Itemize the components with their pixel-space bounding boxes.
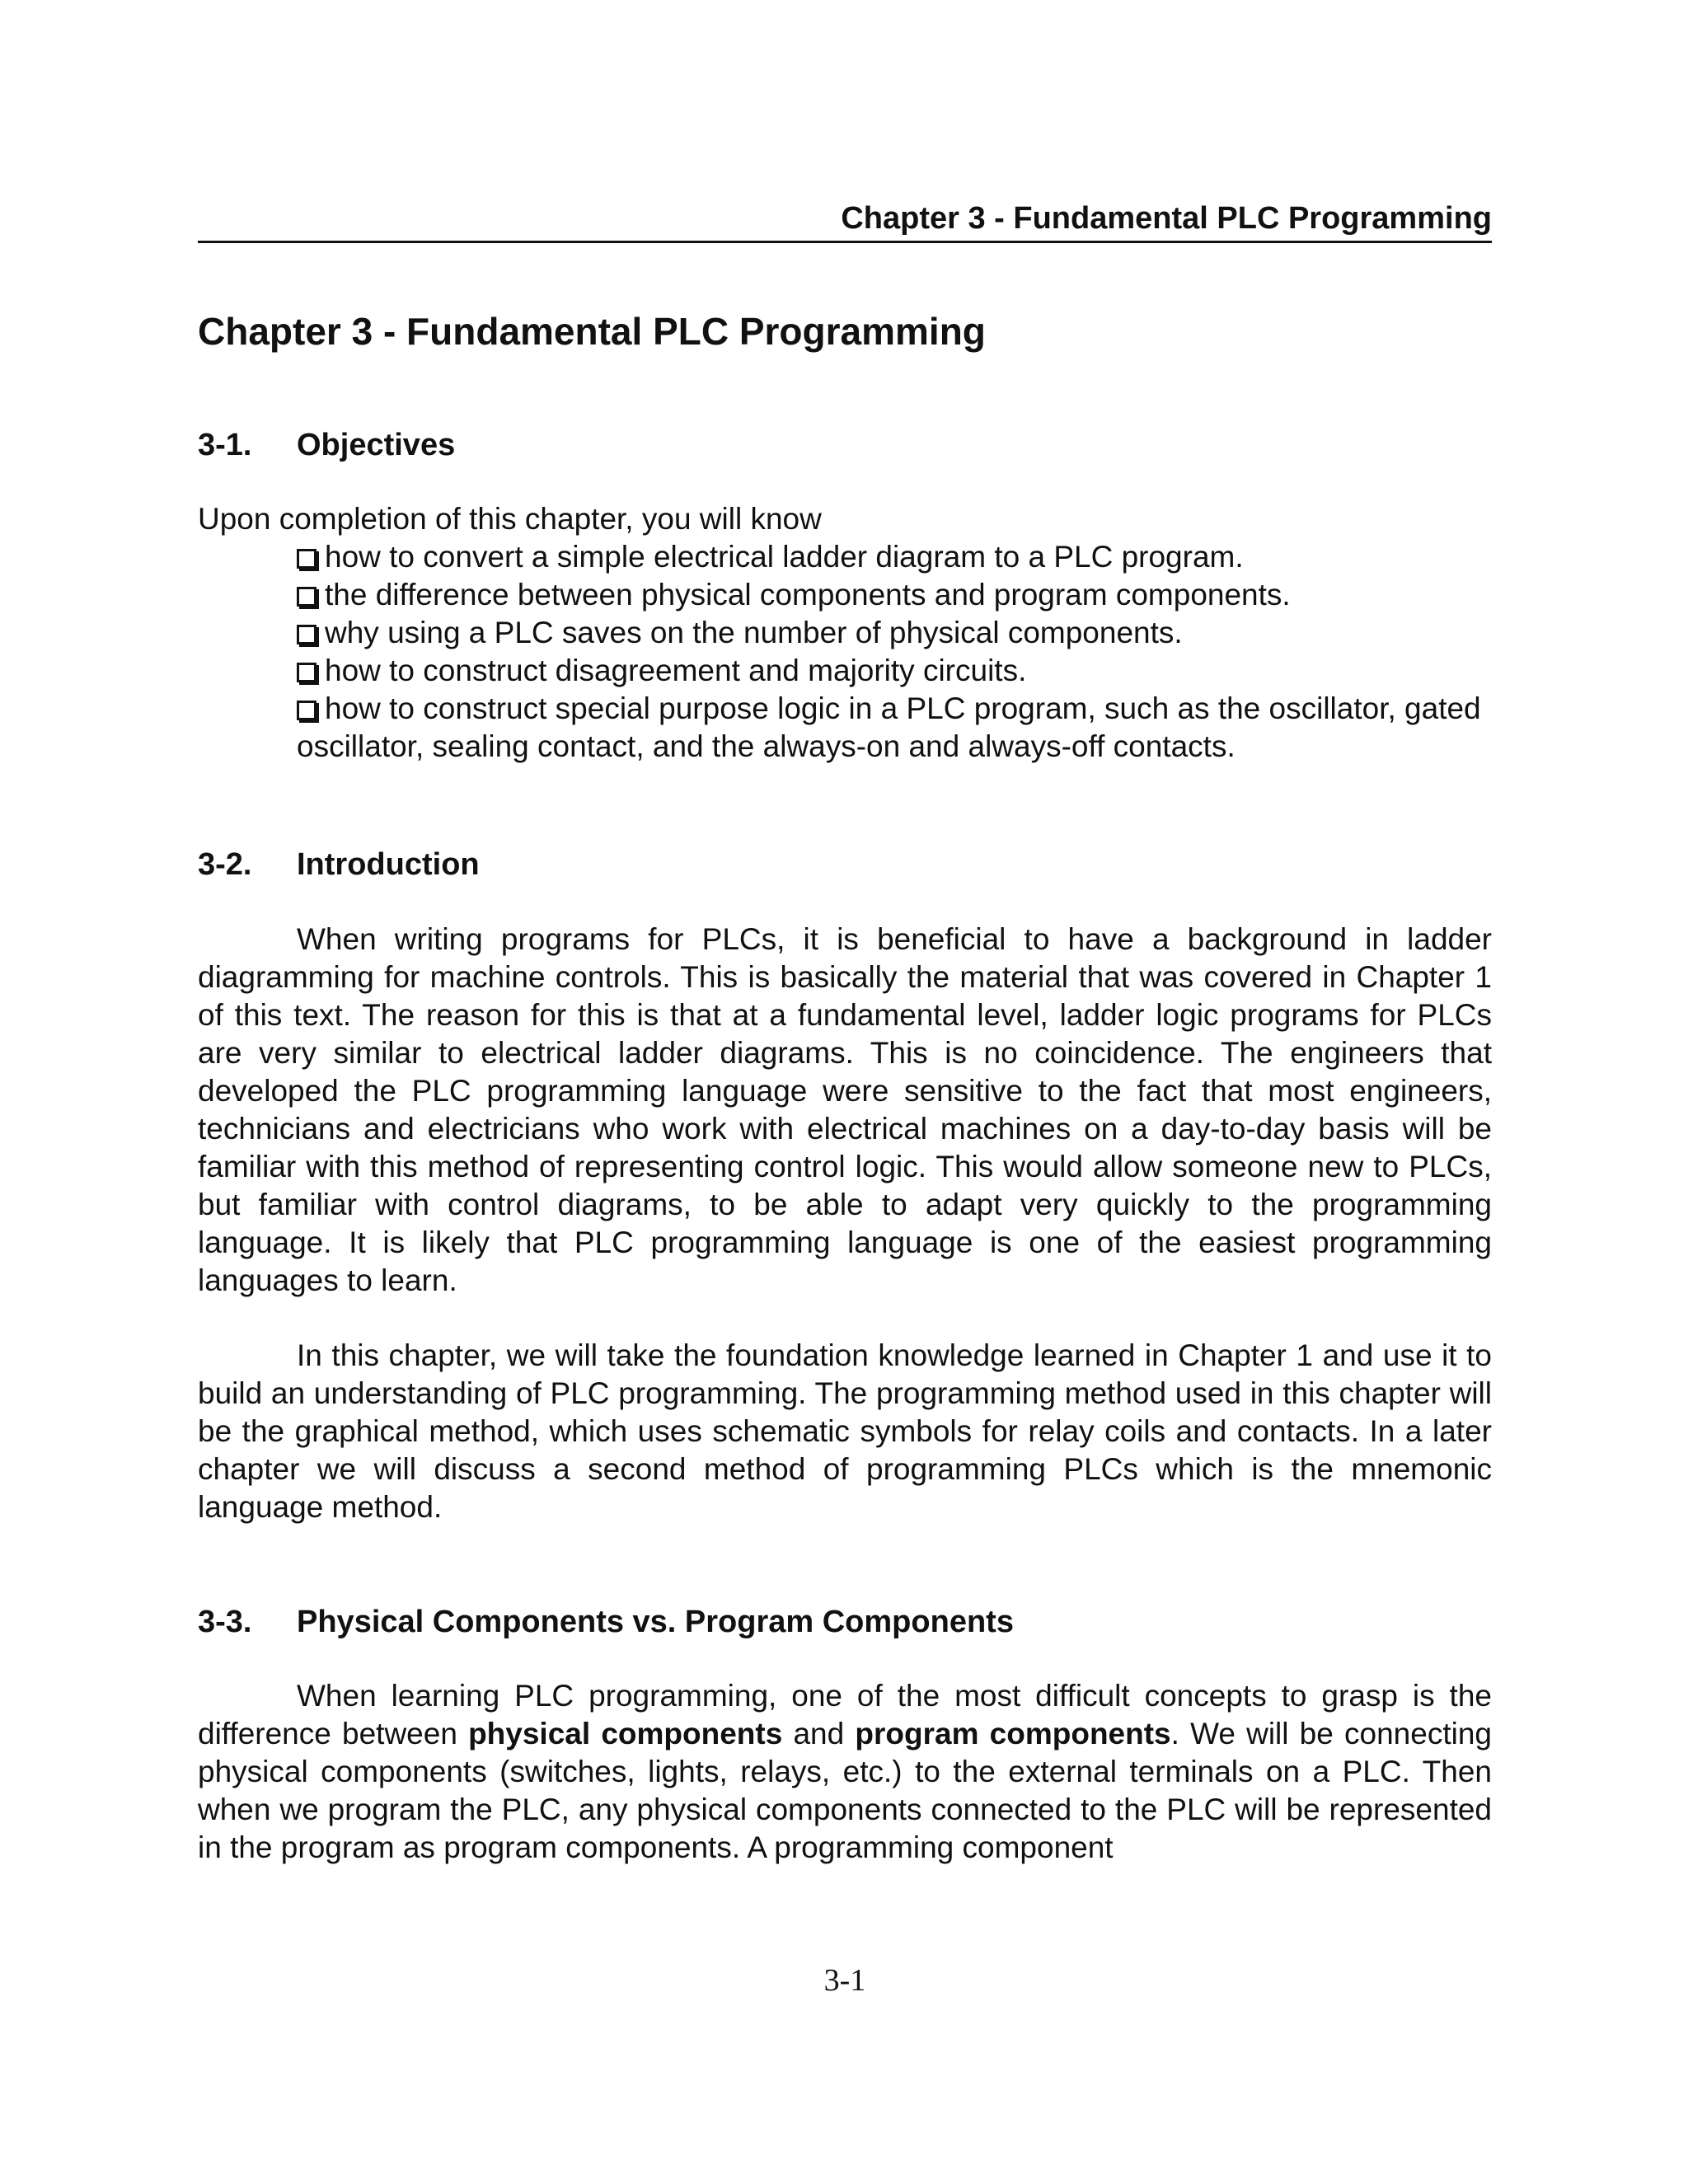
page-number: 3-1 xyxy=(823,1963,866,1998)
section-title: Physical Components vs. Program Components xyxy=(297,1605,1014,1639)
checkbox-bullet-icon xyxy=(297,701,316,720)
section-number: 3-3. xyxy=(198,1605,252,1639)
checkbox-bullet-icon xyxy=(297,625,316,644)
objective-text: the difference between physical components and program components. xyxy=(325,578,1291,612)
bold-term-physical-components: physical components xyxy=(468,1717,783,1750)
text-run: and xyxy=(782,1717,856,1750)
introduction-paragraph-2 xyxy=(198,1337,1492,1526)
objective-item xyxy=(297,690,1492,766)
objective-text: how to construct special purpose logic in a PLC program, such as the oscillator, gated oscillator, sealing contact, and the always-on and always-off contacts. xyxy=(297,691,1481,763)
header-rule xyxy=(198,241,1492,243)
objectives-list xyxy=(198,538,1492,766)
objectives-block xyxy=(198,500,1492,766)
checkbox-bullet-icon xyxy=(297,663,316,682)
section-heading-physical-vs-program xyxy=(198,1601,1492,1643)
objective-item xyxy=(297,652,1492,690)
objective-text: how to convert a simple electrical ladder diagram to a PLC program. xyxy=(325,540,1244,574)
section-title: Introduction xyxy=(297,847,480,882)
section-heading-introduction xyxy=(198,844,1492,885)
bold-term-program-components: program components xyxy=(855,1717,1171,1750)
section-heading-objectives xyxy=(198,424,1492,466)
checkbox-bullet-icon xyxy=(297,549,316,569)
objective-item xyxy=(297,576,1492,614)
text-run: When learning PLC programming, one of the most difficult concepts to grasp is the difference between xyxy=(198,1679,1492,1750)
section-number: 3-1. xyxy=(198,428,252,462)
paragraph-text: In this chapter, we will take the foundation knowledge learned in Chapter 1 and use it to build an understanding of PLC programming. The programming method used in this chapter will be the graphical method, which uses schematic symbols for relay coils and contacts. In a later chapter we will discuss a second method of programming PLCs which is the mnemonic language method. xyxy=(198,1338,1492,1524)
objective-text: how to construct disagreement and majority circuits. xyxy=(325,654,1027,687)
objective-item xyxy=(297,614,1492,652)
section-title: Objectives xyxy=(297,428,456,462)
section-number: 3-2. xyxy=(198,847,252,882)
paragraph-text xyxy=(198,1677,1492,1867)
objective-text: why using a PLC saves on the number of physical components. xyxy=(325,616,1183,649)
document-page xyxy=(198,0,1492,2184)
running-header: Chapter 3 - Fundamental PLC Programming xyxy=(841,201,1492,236)
paragraph-text: When writing programs for PLCs, it is beneficial to have a background in ladder diagramming for machine controls. This is basically the material that was covered in Chapter 1 of this text. The reason for this is that at a fundamental level, ladder logic programs for PLCs are very similar to electrical ladder diagrams. This is no coincidence. The engineers that developed the PLC programming language were sensitive to the fact that most engineers, technicians and electricians who work with electrical machines on a day-to-day basis will be familiar with this method of representing control logic. This would allow someone new to PLCs, but familiar with control diagrams, to be able to adapt very quickly to the programming language. It is likely that PLC programming language is one of the easiest programming languages to learn. xyxy=(198,922,1492,1297)
text-run: . We will be connecting physical components (switches, lights, relays, etc.) to the external terminals on a PLC. Then when we program the PLC, any physical components connected to the PLC will be represented in the program as program components. A programming component xyxy=(198,1717,1492,1864)
physical-vs-program-paragraph xyxy=(198,1677,1492,1867)
objectives-intro: Upon completion of this chapter, you will know xyxy=(198,502,822,536)
objective-item xyxy=(297,538,1492,576)
introduction-paragraph-1 xyxy=(198,921,1492,1300)
chapter-title: Chapter 3 - Fundamental PLC Programming xyxy=(198,310,986,353)
checkbox-bullet-icon xyxy=(297,587,316,607)
